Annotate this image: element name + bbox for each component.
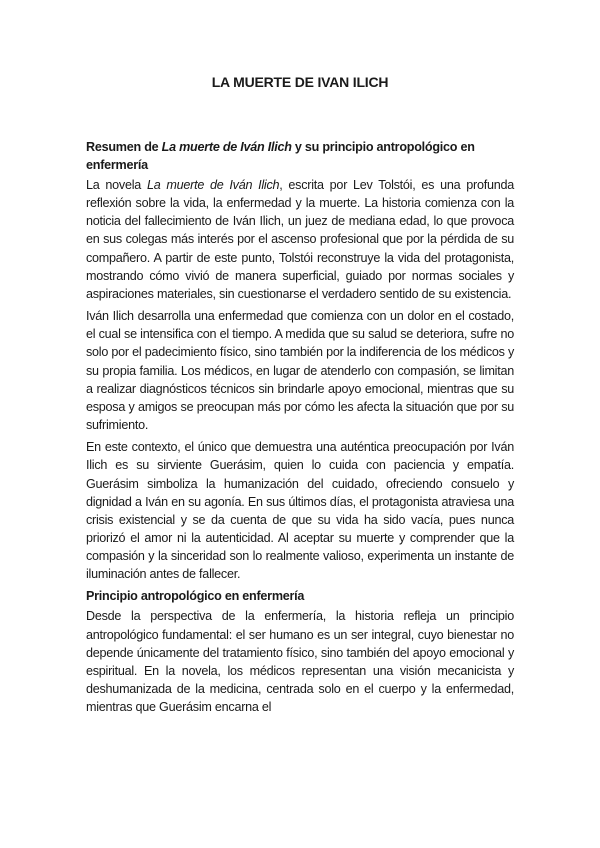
paragraph-principle-1: Desde la perspectiva de la enfermería, la historia refleja un principio antropológico fundamental: el ser humano es un ser integral, cuyo bienestar no depende únicamente del tratamiento físico, sino también del apoyo emocional y espiritual. En la novela, los médicos representan una visión mecanicista y deshumanizada de la medicina, centrada solo en el cuerpo y la enfermedad, mientras que Guerásim encarna el [86,609,514,715]
document-title: LA MUERTE DE IVAN ILICH [211,74,389,90]
paragraph-book-title: La muerte de Iván Ilich [146,178,280,192]
paragraph-summary-3: En este contexto, el único que demuestra una auténtica preocupación por Iván Ilich es su sirviente Guerásim, quien lo cuida con paciencia y empatía. Guerásim simboliza la humanización del cuidado, ofreciendo consuelo y dignidad a Iván en su agonía. En sus últimos días, el protagonista atraviesa una crisis existencial y se da cuenta de que su vida ha sido vacía, pues nunca priorizó el amor ni la autenticidad. Al aceptar su muerte y comprender que la compasión y la sinceridad son lo realmente valioso, experimenta un instante de iluminación antes de fallecer. [86,440,514,582]
heading-text-post: y su principio antropológico en enfermería [86,140,475,172]
document-body [86,138,514,716]
paragraph-summary-2: Iván Ilich desarrolla una enfermedad que comienza con un dolor en el costado, el cual se intensifica con el tiempo. A medida que su salud se deteriora, sufre no solo por el padecimiento físico, sino también por la indiferencia de los médicos y su propia familia. Los médicos, en lugar de atenderlo con compasión, se limitan a realizar diagnósticos técnicos sin brindarle apoyo emocional, mientras que su esposa y amigos se preocupan más por cómo les afecta la situación que por su sufrimiento. [86,309,514,433]
heading-text-pre: Resumen de [86,140,162,154]
section-heading-summary [86,138,514,174]
paragraph-text-post: , escrita por Lev Tolstói, es una profunda reflexión sobre la vida, la enfermedad y la muerte. La historia comienza con la noticia del fallecimiento de Iván Ilich, un juez de mediana edad, lo que provoca en sus colegas más interés por el ascenso profesional que por la pérdida de su compañero. A partir de este punto, Tolstói reconstruye la vida del protagonista, mostrando cómo vivió de manera superficial, guiado por normas sociales y aspiraciones materiales, sin cuestionarse el verdadero sentido de su existencia. [86,178,514,301]
paragraph-summary-1 [86,176,514,303]
paragraph-text-pre: La novela [86,178,147,192]
section-heading-principle: Principio antropológico en enfermería [86,589,305,604]
heading-book-title: La muerte de Iván Ilich [161,140,292,154]
